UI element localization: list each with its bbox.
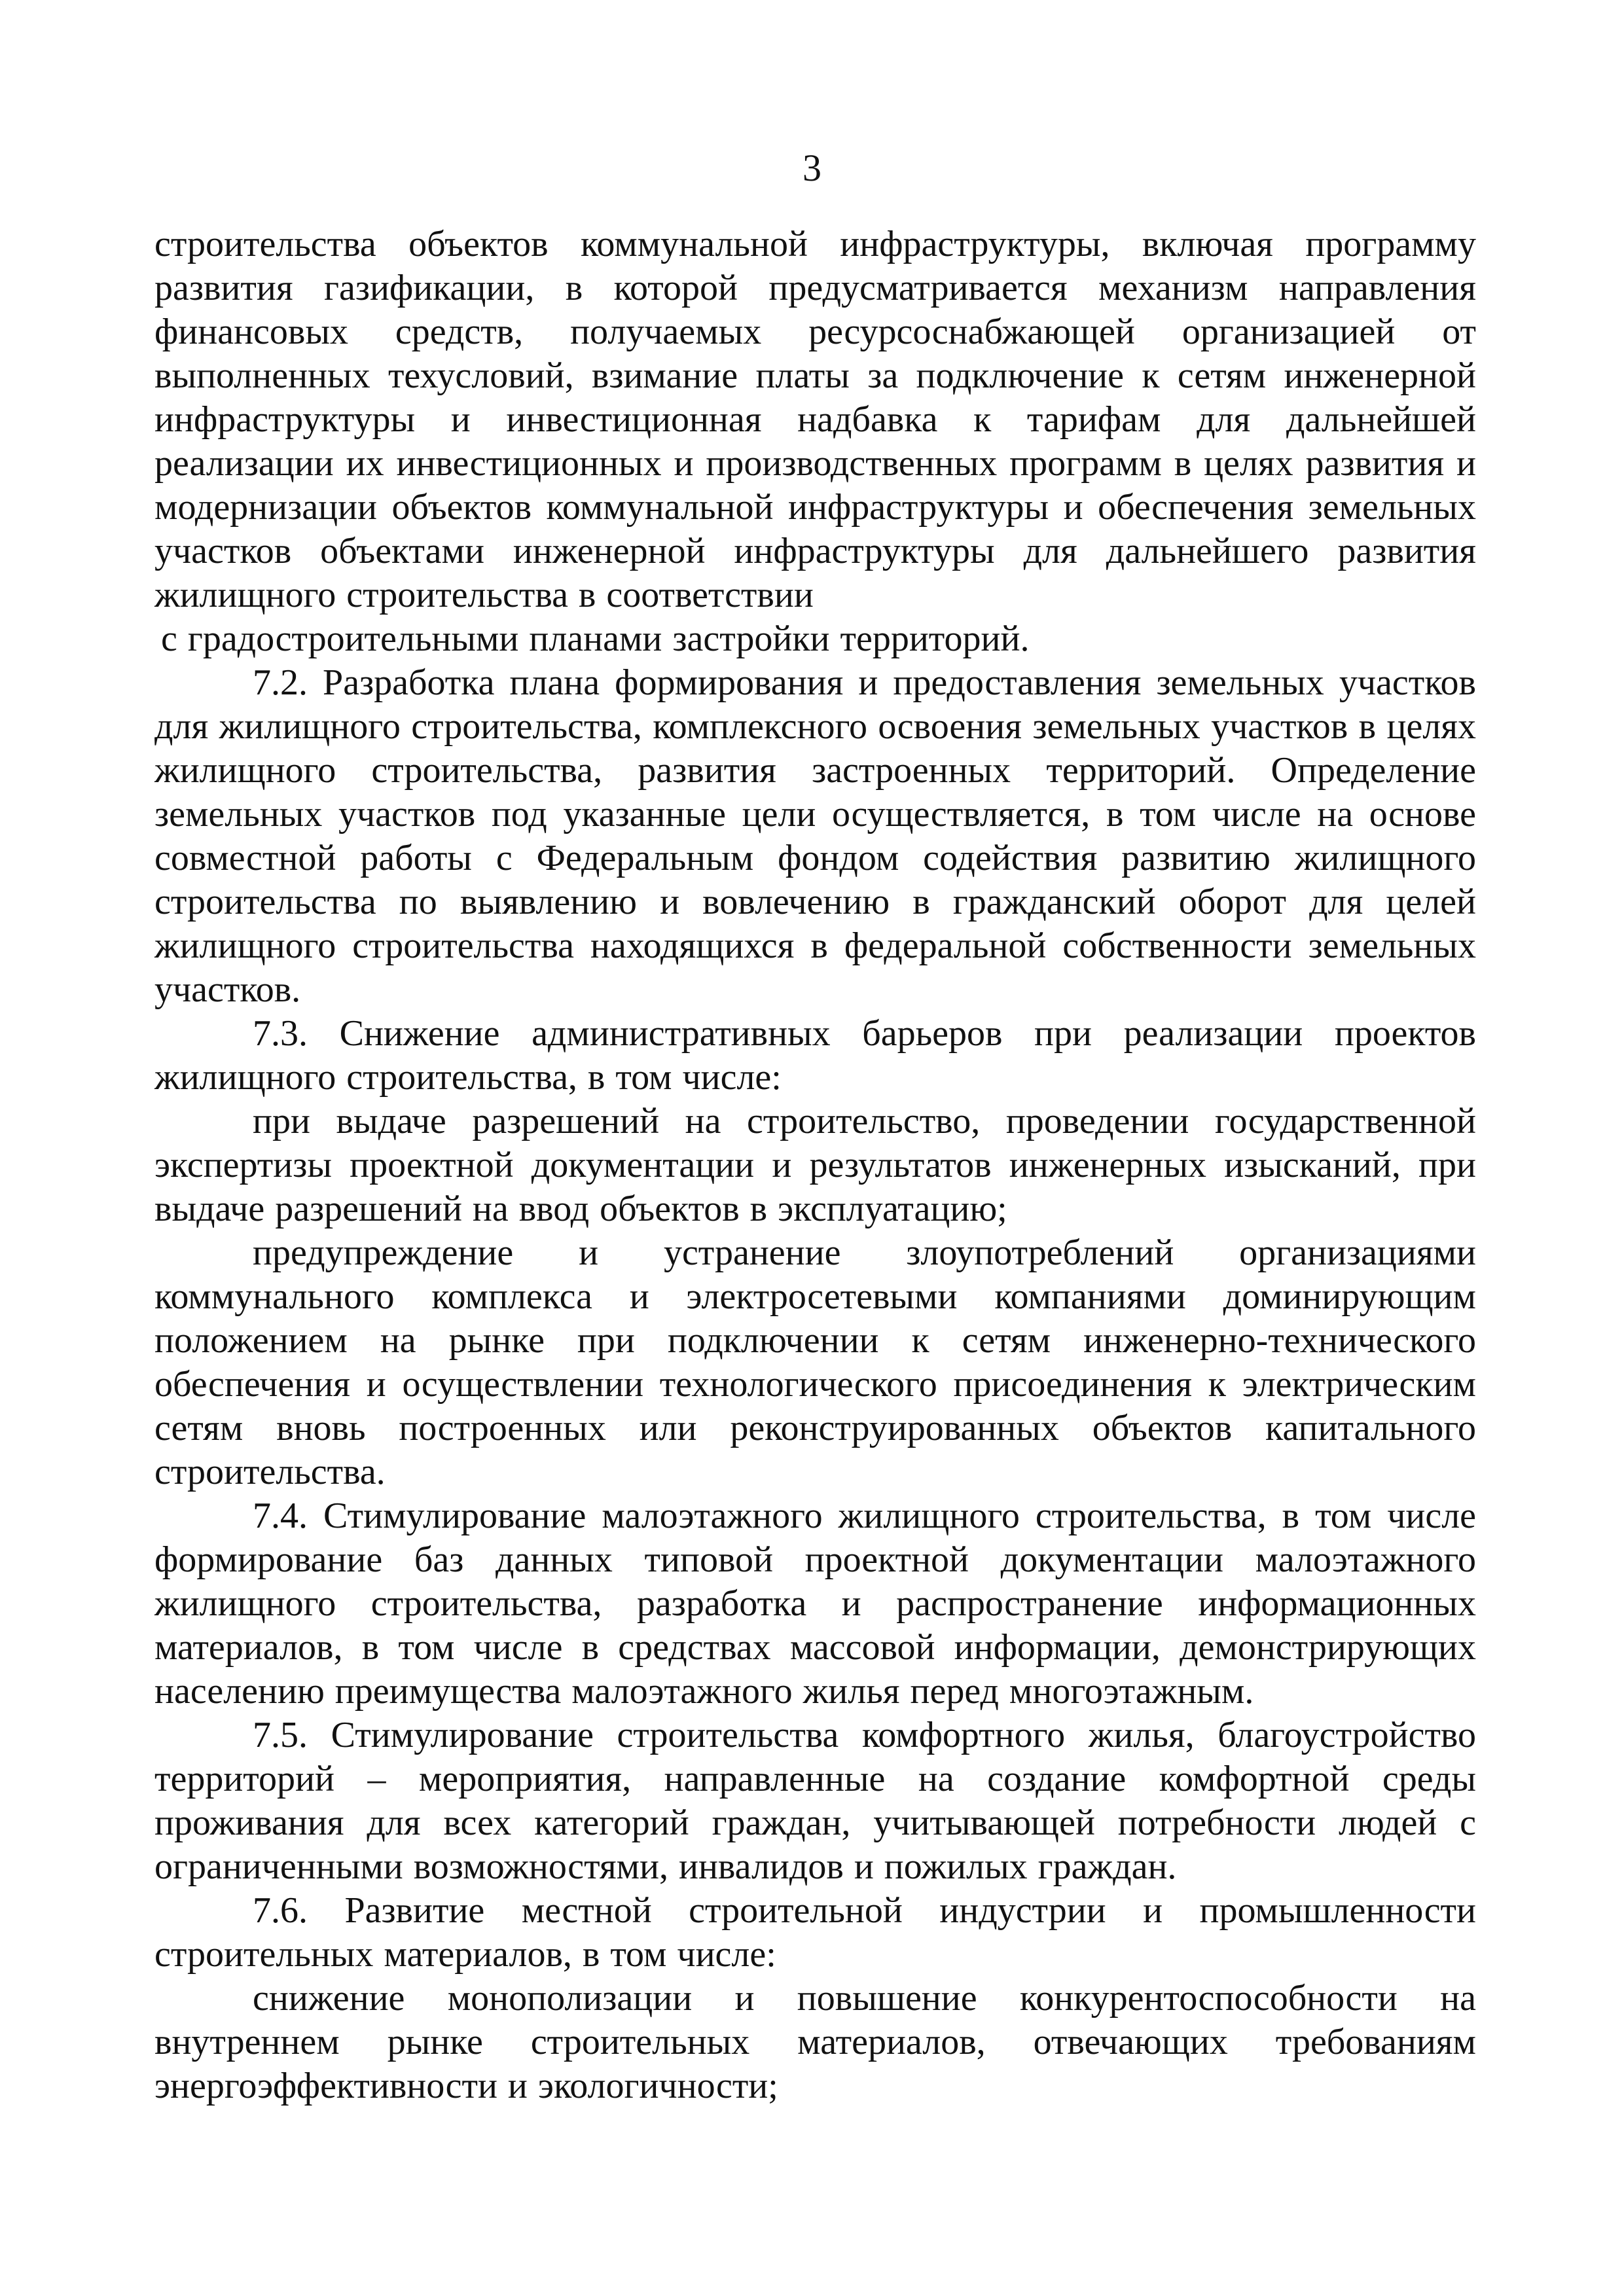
paragraph-7-3-abuse-prevention: предупреждение и устранение злоупотреблений организациями коммунального комплекса и электросетевыми компаниями доминирующим положением на рынке при подключении к сетям инженерно-технического обеспечения и осуществлении технологического присоединения к электрическим сетям вновь построенных или реконструированных объектов капитального строительства.	[154, 1232, 1476, 1492]
paragraph-7-3-permits: при выдаче разрешений на строительство, проведении государственной экспертизы проектной документации и результатов инженерных изысканий, при выдаче разрешений на ввод объектов в эксплуатацию;	[154, 1101, 1476, 1229]
paragraph-7-5: 7.5. Стимулирование строительства комфортного жилья, благоустройство территорий – мероприятия, направленные на создание комфортной среды проживания для всех категорий граждан, учитывающей потребности людей с ограниченными возможностями, инвалидов и пожилых граждан.	[154, 1715, 1476, 1887]
paragraph-7-6: 7.6. Развитие местной строительной индустрии и промышленности строительных материалов, в том числе:	[154, 1890, 1476, 1975]
page-number: 3	[803, 147, 821, 189]
paragraph-urban-planning-line: с градостроительными планами застройки территорий.	[161, 619, 1030, 659]
document-body	[154, 223, 1476, 2108]
paragraph-7-6-market: снижение монополизации и повышение конкурентоспособности на внутреннем рынке строительных материалов, отвечающих требованиям энергоэффективности и экологичности;	[154, 1978, 1476, 2106]
paragraph-7-3: 7.3. Снижение административных барьеров при реализации проектов жилищного строительства, в том числе:	[154, 1013, 1476, 1098]
paragraph-infrastructure-continuation: строительства объектов коммунальной инфраструктуры, включая программу развития газификации, в которой предусматривается механизм направления финансовых средств, получаемых ресурсоснабжающей организацией от выполненных техусловий, взимание платы за подключение к сетям инженерной инфраструктуры и инвестиционная надбавка к тарифам для дальнейшей реализации их инвестиционных и производственных программ в целях развития и модернизации объектов коммунальной инфраструктуры и обеспечения земельных участков объектами инженерной инфраструктуры для дальнейшего развития жилищного строительства в соответствии	[154, 224, 1476, 615]
paragraph-7-2: 7.2. Разработка плана формирования и предоставления земельных участков для жилищного строительства, комплексного освоения земельных участков в целях жилищного строительства, развития застроенных территорий. Определение земельных участков под указанные цели осуществляется, в том числе на основе совместной работы с Федеральным фондом содействия развитию жилищного строительства по выявлению и вовлечению в гражданский оборот для целей жилищного строительства находящихся в федеральной собственности земельных участков.	[154, 662, 1476, 1010]
paragraph-7-4: 7.4. Стимулирование малоэтажного жилищного строительства, в том числе формирование баз данных типовой проектной документации малоэтажного жилищного строительства, разработка и распространение информационных материалов, в том числе в средствах массовой информации, демонстрирующих населению преимущества малоэтажного жилья перед многоэтажным.	[154, 1496, 1476, 1712]
